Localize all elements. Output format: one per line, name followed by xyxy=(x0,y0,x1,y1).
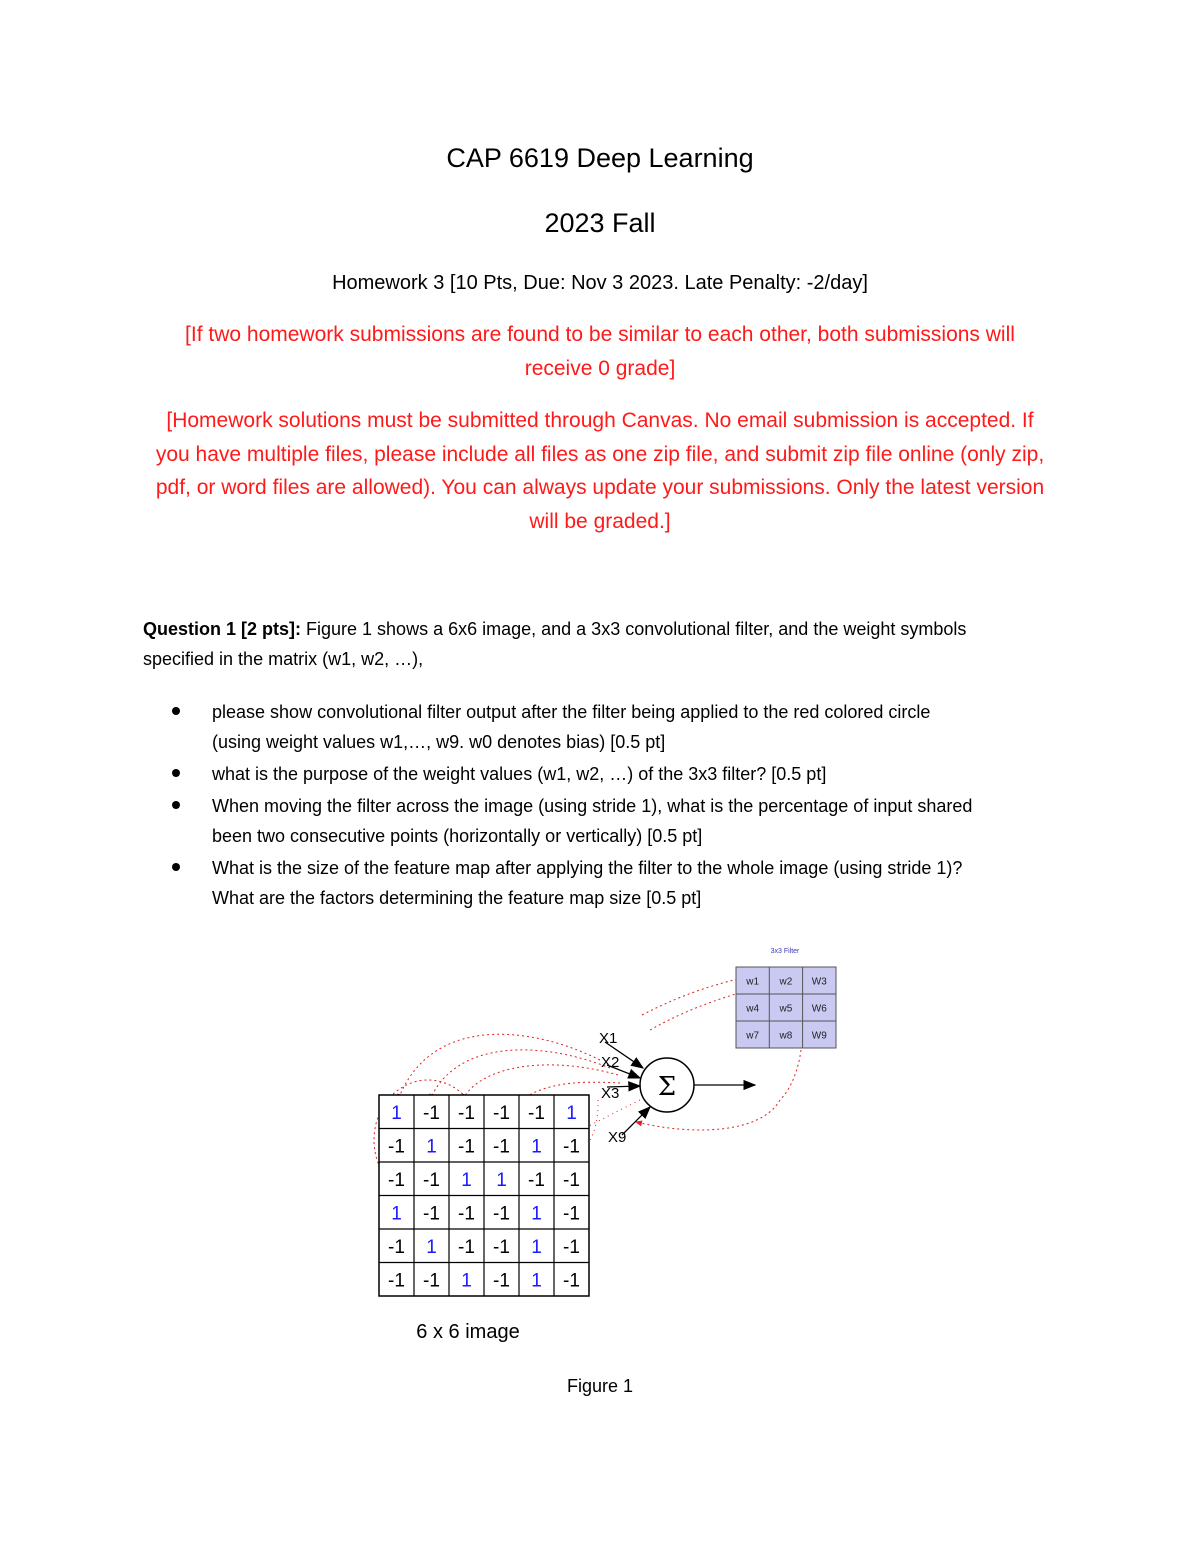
image-cell-value: -1 xyxy=(458,1203,475,1225)
image-cell-value: -1 xyxy=(493,1102,510,1124)
image-label: 6 x 6 image xyxy=(416,1321,520,1343)
input-label-x9: X9 xyxy=(608,1129,627,1146)
image-cell-value: 1 xyxy=(461,1270,472,1292)
image-cell-value: -1 xyxy=(563,1203,580,1225)
bullet-dot-icon xyxy=(172,801,180,809)
submission-line-2: you have multiple files, please include all files as one zip file, and submit zip file online (only zip, xyxy=(155,442,1045,466)
bullet-text: been two consecutive points (horizontally or vertically) [0.5 pt] xyxy=(212,826,703,846)
bullet-item xyxy=(143,791,1063,851)
submission-notice xyxy=(130,404,1070,538)
image-cell-value: 1 xyxy=(496,1169,507,1191)
image-cell-value: 1 xyxy=(566,1102,577,1124)
sum-symbol: Σ xyxy=(657,1072,677,1102)
image-cell-value: 1 xyxy=(391,1203,402,1225)
image-cell-value: -1 xyxy=(563,1169,580,1191)
similarity-notice xyxy=(130,318,1070,385)
image-cell-value: -1 xyxy=(423,1270,440,1292)
question-1-bullets xyxy=(143,697,1063,915)
image-cell-value: -1 xyxy=(388,1270,405,1292)
image-cell-value: 1 xyxy=(426,1236,437,1258)
term-title: 2023 Fall xyxy=(544,208,656,238)
input-label-x1: X1 xyxy=(599,1030,618,1047)
image-cell-value: 1 xyxy=(531,1236,542,1258)
filter-grid xyxy=(736,967,836,1048)
image-cell-value: -1 xyxy=(563,1270,580,1292)
submission-line-3: pdf, or word files are allowed). You can always update your submissions. Only the latest version xyxy=(155,476,1045,499)
submission-line-4: will be graded.] xyxy=(529,509,671,533)
image-cell-value: 1 xyxy=(461,1169,472,1191)
question-1-intro xyxy=(143,614,1063,674)
figure-caption: Figure 1 xyxy=(566,1376,634,1396)
input-label-x3: X3 xyxy=(601,1085,620,1102)
image-cell-value: -1 xyxy=(528,1102,545,1124)
image-cell-value: -1 xyxy=(388,1169,405,1191)
filter-title: 3x3 Filter xyxy=(770,948,800,955)
image-cell-value: 1 xyxy=(531,1203,542,1225)
image-cell-value: -1 xyxy=(388,1236,405,1258)
bullet-dot-icon xyxy=(172,707,180,715)
question-1-intro-line-1: Figure 1 shows a 6x6 image, and a 3x3 convolutional filter, and the weight symbols xyxy=(301,619,967,639)
image-cell-value: -1 xyxy=(493,1136,510,1158)
image-cell-value: 1 xyxy=(391,1102,402,1124)
filter-weight: w8 xyxy=(779,1030,793,1042)
filter-weight: w7 xyxy=(746,1030,760,1042)
filter-weight: w4 xyxy=(746,1003,760,1015)
filter-weight: w1 xyxy=(746,976,760,988)
filter-weight: W6 xyxy=(811,1003,827,1015)
similarity-line-2: receive 0 grade] xyxy=(524,356,676,380)
course-title: CAP 6619 Deep Learning xyxy=(446,143,754,173)
homework-info: Homework 3 [10 Pts, Due: Nov 3 2023. Late Penalty: -2/day] xyxy=(332,272,868,294)
bullet-dot-icon xyxy=(172,863,180,871)
image-cell-value: -1 xyxy=(458,1236,475,1258)
image-grid xyxy=(379,1095,589,1296)
image-cell-value: -1 xyxy=(493,1236,510,1258)
bullet-item xyxy=(143,853,1063,913)
bullet-text: What are the factors determining the feature map size [0.5 pt] xyxy=(212,888,702,908)
image-cell-value: -1 xyxy=(423,1102,440,1124)
input-label-x2: X2 xyxy=(601,1054,620,1071)
image-cell-value: -1 xyxy=(388,1136,405,1158)
image-cell-value: 1 xyxy=(531,1136,542,1158)
image-cell-value: -1 xyxy=(458,1136,475,1158)
bullet-item xyxy=(143,759,1063,789)
image-cell-value: 1 xyxy=(426,1136,437,1158)
image-cell-value: -1 xyxy=(493,1203,510,1225)
bullet-text: please show convolutional filter output after the filter being applied to the red colored circle xyxy=(212,702,931,722)
image-cell-value: -1 xyxy=(423,1169,440,1191)
image-cell-value: -1 xyxy=(493,1270,510,1292)
bullet-item xyxy=(143,697,1063,757)
similarity-line-1: [If two homework submissions are found to be similar to each other, both submissions will xyxy=(185,323,1015,346)
filter-weight: W9 xyxy=(811,1030,827,1042)
bullet-text: What is the size of the feature map after applying the filter to the whole image (using stride 1)? xyxy=(212,858,963,878)
bullet-text: When moving the filter across the image (using stride 1), what is the percentage of input shared xyxy=(212,796,973,816)
image-cell-value: -1 xyxy=(528,1169,545,1191)
filter-weight: w5 xyxy=(779,1003,793,1015)
image-cell-value: -1 xyxy=(458,1102,475,1124)
bullet-dot-icon xyxy=(172,769,180,777)
bullet-text: (using weight values w1,…, w9. w0 denotes bias) [0.5 pt] xyxy=(212,732,666,752)
image-cell-value: -1 xyxy=(563,1236,580,1258)
question-1-label: Question 1 [2 pts]: xyxy=(143,619,302,639)
image-cell-value: -1 xyxy=(423,1203,440,1225)
submission-line-1: [Homework solutions must be submitted through Canvas. No email submission is accepted. If xyxy=(166,409,1034,432)
bullet-text: what is the purpose of the weight values (w1, w2, …) of the 3x3 filter? [0.5 pt] xyxy=(212,764,827,784)
image-cell-value: -1 xyxy=(563,1136,580,1158)
filter-weight: W3 xyxy=(811,976,827,988)
image-cell-value: 1 xyxy=(531,1270,542,1292)
filter-weight: w2 xyxy=(779,976,793,988)
figure-1-diagram xyxy=(370,940,850,1350)
question-1-intro-line-2: specified in the matrix (w1, w2, …), xyxy=(143,649,424,669)
